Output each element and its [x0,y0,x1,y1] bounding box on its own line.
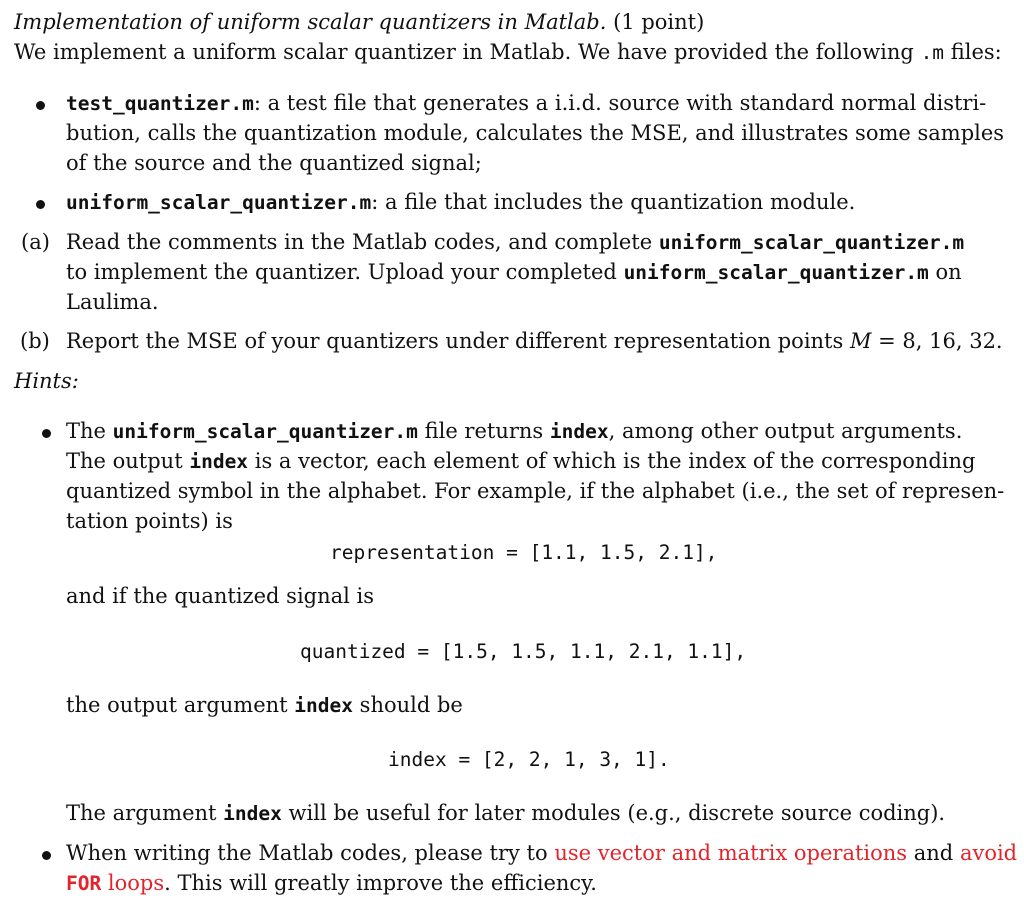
hint-text: should be [359,693,463,717]
bullet-icon [42,429,51,438]
hint-2-line-2 [66,868,597,899]
problem-title: Implementation of uniform scalar quantizers in Matlab. [14,10,607,34]
hint-1-line-3: quantized symbol in the alphabet. For example, if the alphabet (i.e., the set of represen- [66,479,1005,503]
file-desc: : a test file that generates a i.i.d. source with standard normal distri- [253,91,987,115]
task-a-text: on [935,260,962,284]
emphasis-text: use vector and matrix operations [554,841,908,865]
task-a-text: Read the comments in the Matlab codes, and complete [66,230,653,254]
hint-text: is a vector, each element of which is the index of the corresponding [254,449,976,473]
intro-text: We implement a uniform scalar quantizer in Matlab. We have provided the following [14,40,914,64]
hint-1-line-4: tation points) is [66,509,233,533]
code-var: index [294,694,353,717]
hint-text: The [66,419,106,443]
hint-text: file returns [424,419,544,443]
task-a-line-3: Laulima. [66,290,159,314]
hints-label: Hints: [14,369,79,393]
file-name: uniform_scalar_quantizer.m [66,191,372,214]
task-b-label: (b) [20,329,50,353]
math-variable: M [849,329,872,353]
emphasis-text: loops [101,871,165,895]
intro-line [14,37,1002,68]
bullet-icon [36,101,45,110]
hint-1-mid-1: and if the quantized signal is [66,584,375,608]
equation-index: index = [2, 2, 1, 3, 1]. [388,748,670,771]
hint-text: The output [66,449,183,473]
code-var: index [223,802,282,825]
code-var: index [189,450,249,473]
emphasis-text: avoid [959,841,1018,865]
task-a-text: to implement the quantizer. Upload your completed [66,260,617,284]
hint-text: When writing the Matlab codes, please try to [66,841,548,865]
hint-1-line-1 [66,416,962,447]
problem-heading [14,7,704,37]
file-desc-line: bution, calls the quantization module, calculates the MSE, and illustrates some samples [66,121,1005,145]
hint-text: will be useful for later modules (e.g., discrete source coding). [288,801,946,825]
hint-2-line-1 [66,838,1017,868]
code-filename: uniform_scalar_quantizer.m [112,420,418,443]
file-item-uniform-quantizer [66,187,855,218]
bullet-icon [36,200,45,209]
file-desc-line: of the source and the quantized signal; [66,151,482,175]
hint-text: the output argument [66,693,288,717]
code-filename: uniform_scalar_quantizer.m [658,231,965,254]
code-filename: uniform_scalar_quantizer.m [623,261,929,284]
problem-points: (1 point) [613,10,705,34]
equation-representation: representation = [1.1, 1.5, 2.1], [330,541,718,564]
file-name: test_quantizer.m [66,92,254,115]
file-extension: .m [920,41,945,64]
hint-text: The argument [66,801,217,825]
task-a-line-1 [66,227,964,258]
code-var: index [549,420,609,443]
hint-1-end [66,798,945,829]
hint-1-line-2 [66,446,976,477]
emphasis-code: FOR [66,872,102,895]
hint-text: , among other output arguments. [608,419,963,443]
bullet-icon [42,851,51,860]
task-a-label: (a) [21,230,50,254]
task-b-text: Report the MSE of your quantizers under different representation points [66,329,844,353]
intro-text-end: files: [950,40,1002,64]
file-desc: : a file that includes the quantization module. [371,190,856,214]
math-values: = 8, 16, 32. [871,329,1003,353]
equation-quantized: quantized = [1.5, 1.5, 1.1, 2.1, 1.1], [300,640,747,663]
task-b-line [66,326,1003,356]
task-a-line-2 [66,257,962,288]
hint-text: . This will greatly improve the efficiency. [164,871,597,895]
hint-text: and [913,841,954,865]
file-item-test-quantizer [66,88,986,119]
hint-1-mid-2 [66,690,463,721]
